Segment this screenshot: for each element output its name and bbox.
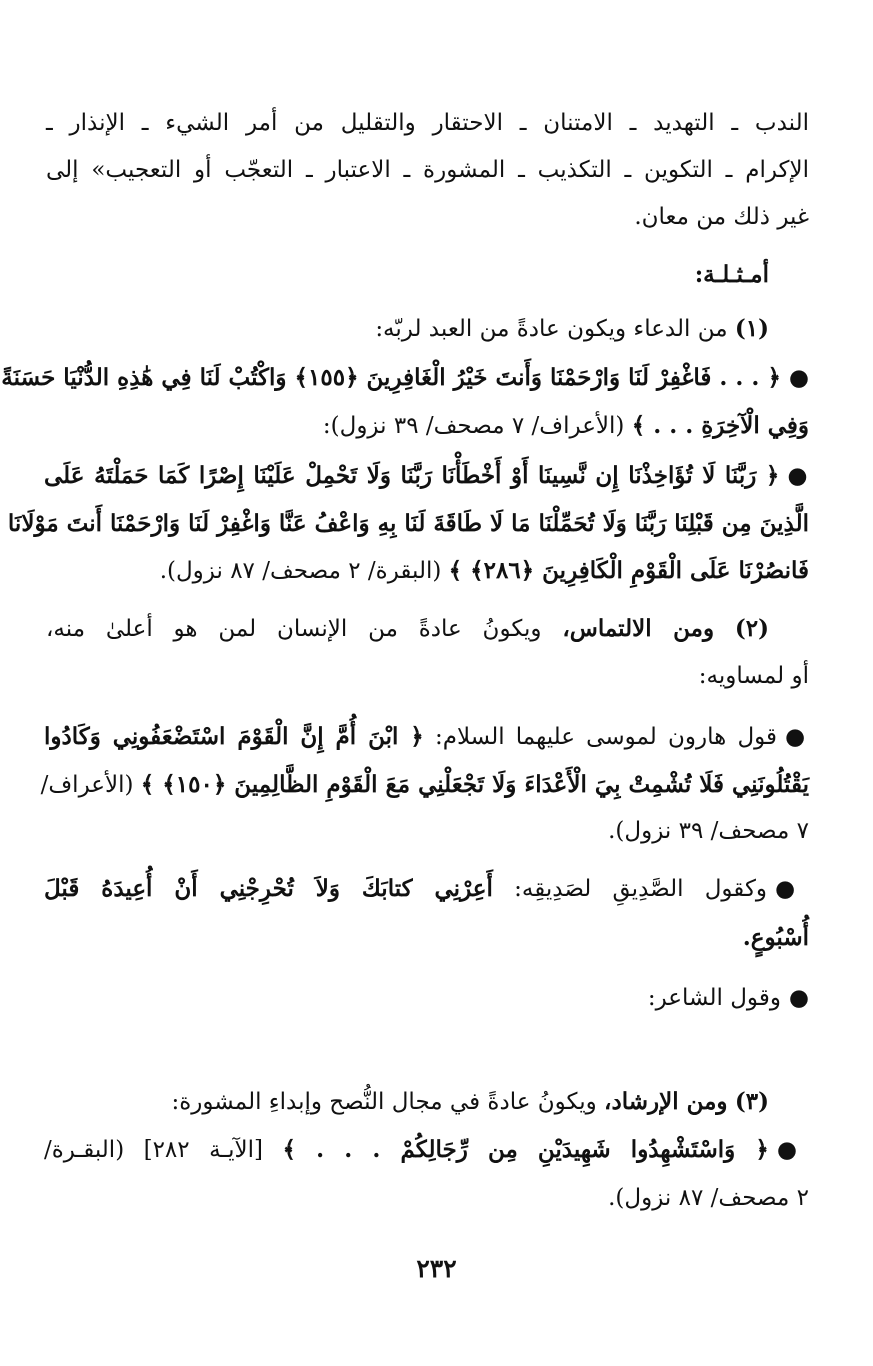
bullet-icon: ● bbox=[785, 723, 810, 750]
s1-item2-line1 bbox=[44, 456, 809, 496]
bullet-icon: ● bbox=[776, 1136, 809, 1163]
s2-item1-line1 bbox=[44, 717, 809, 757]
intro-line-2: الإكرام ـ التكوين ـ التكذيب ـ المشورة ـ الاعتبار ـ التعجّب أو التعجيب» إلى bbox=[46, 157, 809, 183]
s1-item1-line2 bbox=[46, 406, 809, 446]
quran-quote: وَفِي الْآخِرَةِ . . . ﴾ bbox=[631, 412, 809, 439]
s1-item2-line3 bbox=[46, 551, 809, 591]
section-3-lead: ومن الإرشاد، bbox=[604, 1088, 728, 1115]
s2-item1-line3: ٧ مصحف/ ٣٩ نزول). bbox=[608, 818, 809, 844]
section-2-text-cont: أو لمساويه: bbox=[698, 663, 809, 689]
bullet-icon: ● bbox=[775, 875, 809, 902]
bullet-icon: ● bbox=[788, 984, 809, 1011]
citation: (البقرة/ ٢ مصحف/ ٨٧ نزول). bbox=[159, 558, 442, 584]
section-2-text: ويكونُ عادةً من الإنسان لمن هو أعلىٰ منه، bbox=[46, 616, 542, 642]
citation: (الأعراف/ ٧ مصحف/ ٣٩ نزول): bbox=[322, 413, 625, 439]
section-3-number: (٣) bbox=[734, 1088, 769, 1115]
intro-text: وكقول الصَّدِيقِ لصَدِيقِه: bbox=[514, 876, 768, 902]
section-2-lead: ومن الالتماس، bbox=[562, 615, 715, 642]
s2-item1-line2 bbox=[40, 765, 809, 805]
poet-intro: وقول الشاعر: bbox=[647, 985, 781, 1011]
s3-item1-line1 bbox=[44, 1130, 809, 1170]
quran-quote: يَقْتُلُونَنِي فَلَا تُشْمِتْ بِيَ الْأَعْدَاءَ وَلَا تَجْعَلْنِي مَعَ الْقَوْمِ الظَّالِمِينَ ﴿١٥٠﴾ ﴾ bbox=[140, 771, 809, 798]
quran-quote: ﴿ . . . فَاغْفِرْ لَنَا وَارْحَمْنَا وَأَنتَ خَيْرُ الْغَافِرِينَ ﴿١٥٥﴾ وَاكْتُبْ لَنَا فِي هَٰذِهِ الدُّنْيَا حَسَنَةً bbox=[1, 364, 781, 391]
s2-item2-line1 bbox=[44, 869, 809, 909]
s3-item1-line2: ٢ مصحف/ ٨٧ نزول). bbox=[608, 1185, 809, 1211]
section-3-heading bbox=[46, 1082, 769, 1122]
examples-heading: أمـثـلـة: bbox=[694, 261, 769, 288]
s1-item1-line1 bbox=[1, 358, 809, 398]
s2-item3-line bbox=[46, 978, 809, 1018]
intro-line-1: الندب ـ التهديد ـ الامتنان ـ الاحتقار والتقليل من أمر الشيء ـ الإنذار ـ bbox=[46, 110, 809, 136]
bullet-icon: ● bbox=[788, 364, 809, 391]
bullet-icon: ● bbox=[787, 462, 809, 489]
section-2-number: (٢) bbox=[734, 615, 770, 642]
section-1-heading bbox=[46, 309, 769, 349]
s2-item2-line2: أُسْبُوعٍ. bbox=[742, 924, 809, 951]
section-1-number: (١) bbox=[734, 315, 769, 342]
intro-text: قول هارون لموسى عليهما السلام: bbox=[434, 724, 778, 750]
quran-quote: ﴿ ابْنَ أُمَّ إِنَّ الْقَوْمَ اسْتَضْعَفُونِي وَكَادُوا bbox=[44, 723, 424, 750]
intro-line-3: غير ذلك من معان. bbox=[634, 204, 809, 230]
citation: [الآيـة ٢٨٢] (البقـرة/ bbox=[44, 1137, 264, 1163]
section-2-heading bbox=[46, 609, 769, 649]
quote-text: أَعِرْنِي كتابَكَ وَلاَ تُحْرِجْنِي أَنْ أُعِيدَهُ قَبْلَ bbox=[44, 875, 493, 902]
quran-quote: ﴿ وَاسْتَشْهِدُوا شَهِيدَيْنِ مِن رِّجَالِكُمْ . . . ﴾ bbox=[282, 1136, 769, 1163]
quran-quote: ﴿ رَبَّنَا لَا تُؤَاخِذْنَا إِن نَّسِينَا أَوْ أَخْطَأْنَا رَبَّنَا وَلَا تَحْمِلْ عَلَيْنَا إِصْرًا كَمَا حَمَلْتَهُ عَلَى bbox=[44, 462, 780, 489]
s1-item2-line2: الَّذِينَ مِن قَبْلِنَا رَبَّنَا وَلَا تُحَمِّلْنَا مَا لَا طَاقَةَ لَنَا بِهِ وَاعْفُ عَنَّا وَاغْفِرْ لَنَا وَارْحَمْنَا أَنتَ مَوْلَانَا bbox=[7, 510, 809, 537]
section-3-text: ويكونُ عادةً في مجال النُّصح وإبداءِ المشورة: bbox=[171, 1089, 597, 1115]
citation: (الأعراف/ bbox=[40, 772, 134, 798]
quran-quote: فَانصُرْنَا عَلَى الْقَوْمِ الْكَافِرِينَ ﴿٢٨٦﴾ ﴾ bbox=[448, 557, 809, 584]
section-1-text: من الدعاء ويكون عادةً من العبد لربّه: bbox=[375, 316, 728, 342]
page-number: ٢٣٢ bbox=[416, 1254, 457, 1283]
